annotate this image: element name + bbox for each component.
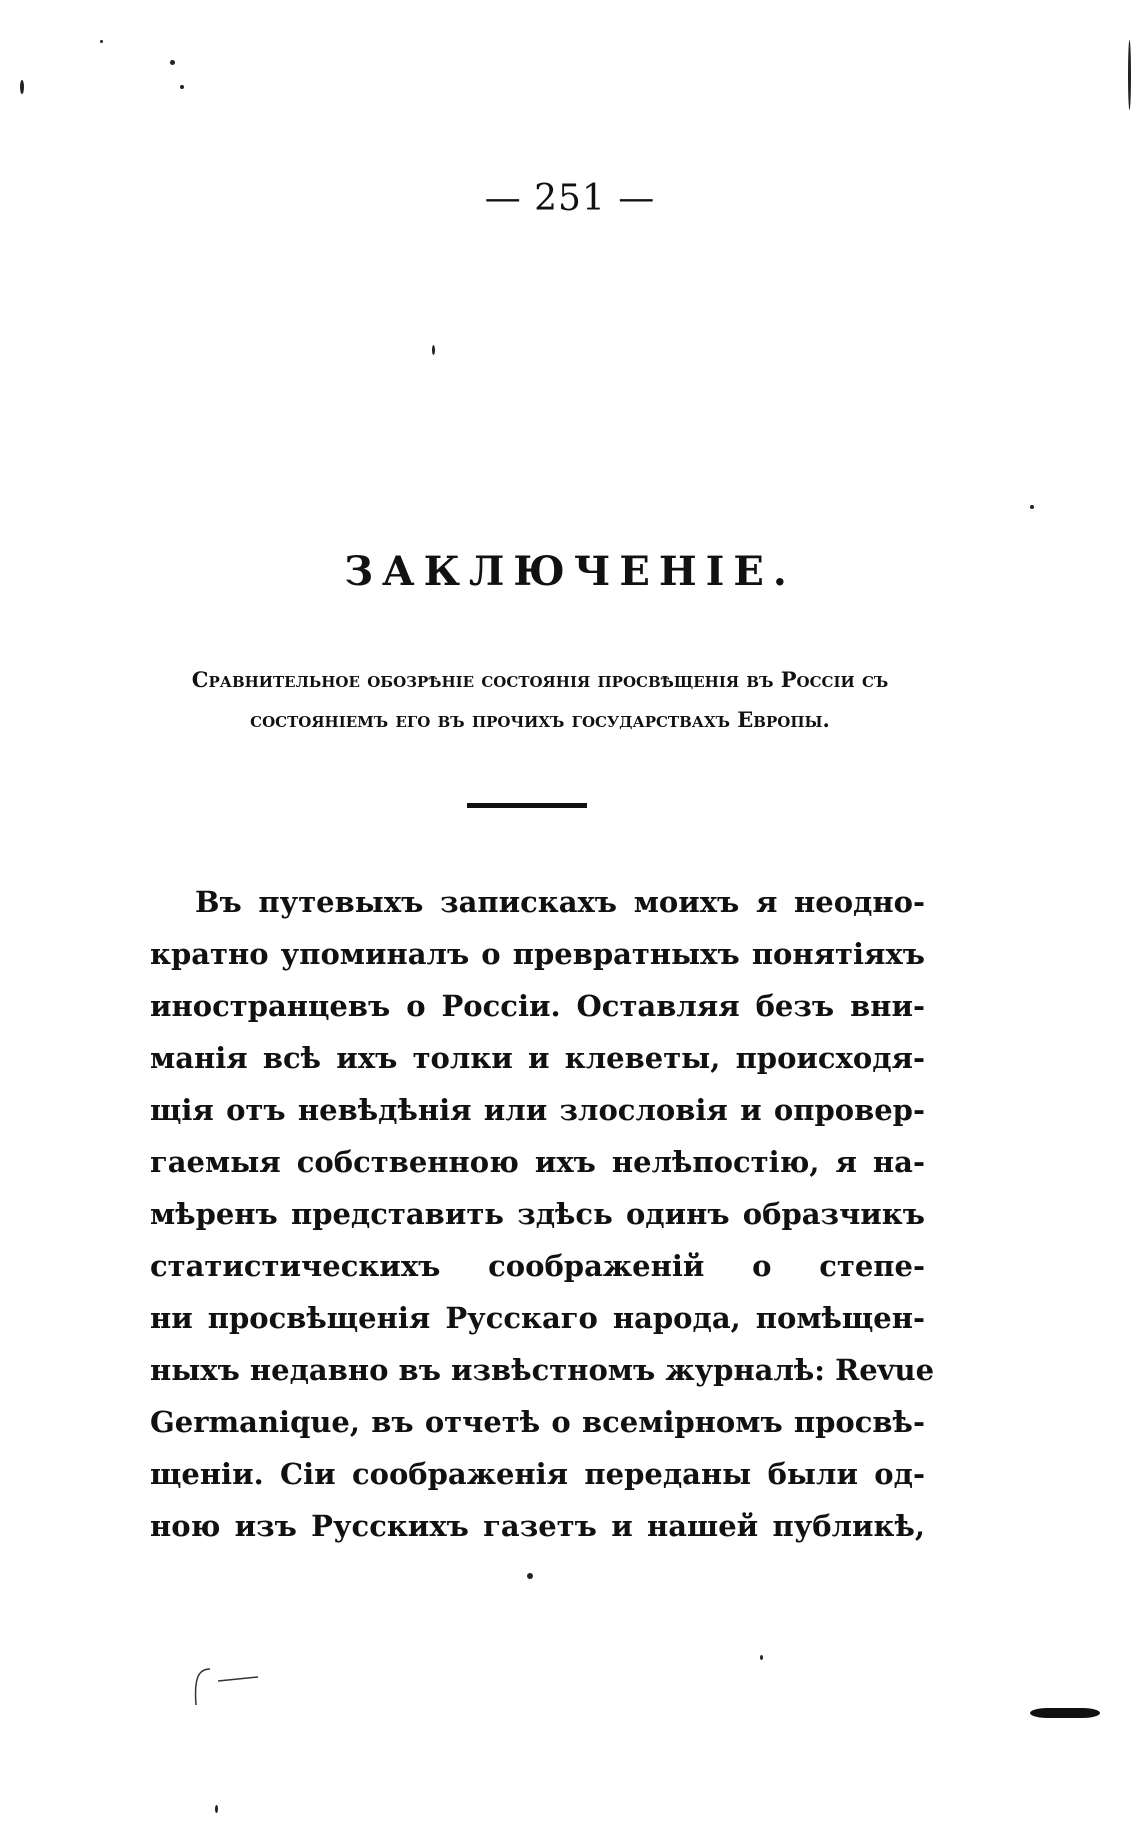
- text-line: Germanique, въ отчетѣ о всемірномъ просвѣ-: [150, 1405, 925, 1439]
- chapter-subtitle: [150, 660, 930, 740]
- section-divider: [467, 803, 587, 808]
- scan-speck: [20, 80, 24, 94]
- page-number: — 251 —: [484, 178, 656, 219]
- scan-speck: [1128, 40, 1131, 110]
- text-line: статистическихъ соображеній о степе-: [150, 1249, 925, 1283]
- text-line: ною изъ Русскихъ газетъ и нашей публикѣ,: [150, 1509, 925, 1543]
- scan-speck: [432, 345, 435, 355]
- text-line: Въ путевыхъ запискахъ моихъ я неодно-: [195, 885, 925, 919]
- scan-speck: [760, 1655, 763, 1660]
- text-line: щеніи. Сіи соображенія переданы были од-: [150, 1457, 925, 1491]
- text-line: гаемыя собственною ихъ нелѣпостію, я на-: [150, 1145, 925, 1179]
- text-line: ни просвѣщенія Русскаго народа, помѣщен-: [150, 1301, 925, 1335]
- scan-speck: [1030, 505, 1034, 509]
- scan-speck: [100, 40, 103, 43]
- text-line: мѣренъ представить здѣсь одинъ образчикъ: [150, 1197, 925, 1231]
- subtitle-line: состояніемъ его въ прочихъ государствахъ Европы.: [250, 707, 830, 732]
- text-line: иностранцевъ о Россіи. Оставляя безъ вни-: [150, 989, 925, 1023]
- scan-speck: [215, 1805, 218, 1813]
- text-line: манія всѣ ихъ толки и клеветы, происходя-: [150, 1041, 925, 1075]
- scan-speck: [170, 60, 175, 65]
- scan-speck: [527, 1573, 533, 1579]
- chapter-title: ЗАКЛЮЧЕНІЕ.: [344, 548, 796, 595]
- pencil-mark: [188, 1665, 268, 1725]
- text-line: ныхъ недавно въ извѣстномъ журналѣ: Revue: [150, 1353, 935, 1387]
- body-paragraph: [150, 876, 935, 1552]
- ink-smudge: [1030, 1708, 1100, 1718]
- subtitle-line: Сравнительное обозрѣніе состоянія просвѣщенія въ Россіи съ: [191, 667, 889, 692]
- text-line: щія отъ невѣдѣнія или злословія и опровер-: [150, 1093, 925, 1127]
- text-line: кратно упоминалъ о превратныхъ понятіяхъ: [150, 937, 925, 971]
- scan-speck: [180, 85, 184, 89]
